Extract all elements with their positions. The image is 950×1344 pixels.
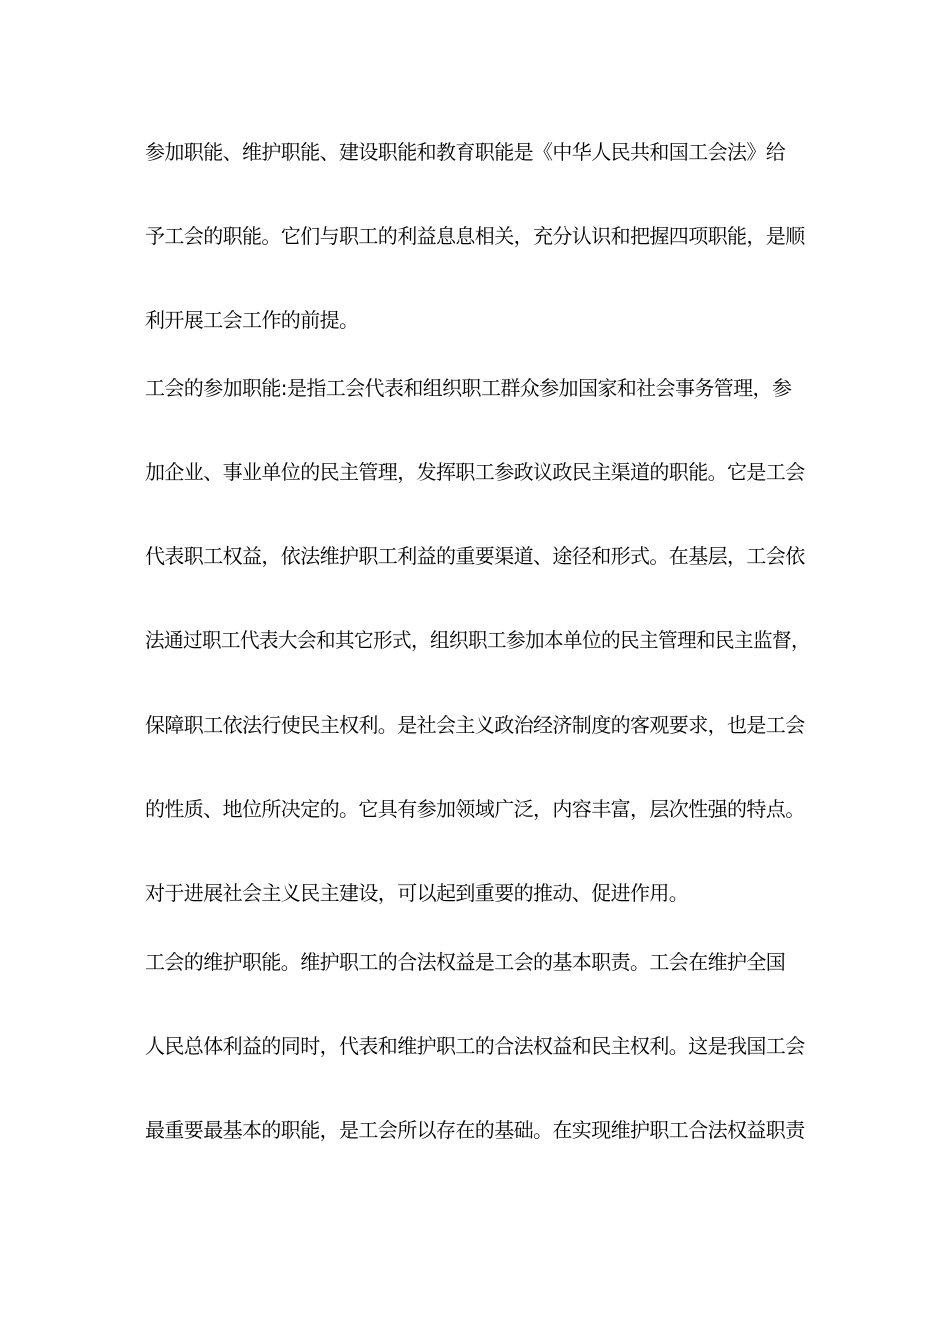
text-line-5: 加企业、事业单位的民主管理，发挥职工参政议政民主渠道的职能。它是工会	[145, 460, 805, 484]
text-line-1: 参加职能、维护职能、建设职能和教育职能是《中华人民共和国工会法》给	[145, 140, 786, 164]
text-line-8: 保障职工依法行使民主权利。是社会主义政治经济制度的客观要求，也是工会	[145, 713, 805, 737]
text-line-3: 利开展工会工作的前提。	[145, 308, 359, 332]
text-line-2: 予工会的职能。它们与职工的利益息息相关，充分认识和把握四项职能，是顺	[145, 224, 805, 248]
text-line-6: 代表职工权益，依法维护职工利益的重要渠道、途径和形式。在基层，工会依	[145, 544, 805, 568]
text-line-7: 法通过职工代表大会和其它形式，组织职工参加本单位的民主管理和民主监督，	[145, 628, 811, 652]
text-line-4: 工会的参加职能:是指工会代表和组织职工群众参加国家和社会事务管理，参	[145, 376, 792, 400]
text-line-9: 的性质、地位所决定的。它具有参加领域广泛，内容丰富，层次性强的特点。	[145, 797, 805, 821]
text-line-10: 对于进展社会主义民主建设，可以起到重要的推动、促进作用。	[145, 881, 689, 905]
text-line-13: 最重要最基本的职能，是工会所以存在的基础。在实现维护职工合法权益职责	[145, 1118, 805, 1142]
text-line-11: 工会的维护职能。维护职工的合法权益是工会的基本职责。工会在维护全国	[145, 950, 786, 974]
text-line-12: 人民总体利益的同时，代表和维护职工的合法权益和民主权利。这是我国工会	[145, 1034, 805, 1058]
